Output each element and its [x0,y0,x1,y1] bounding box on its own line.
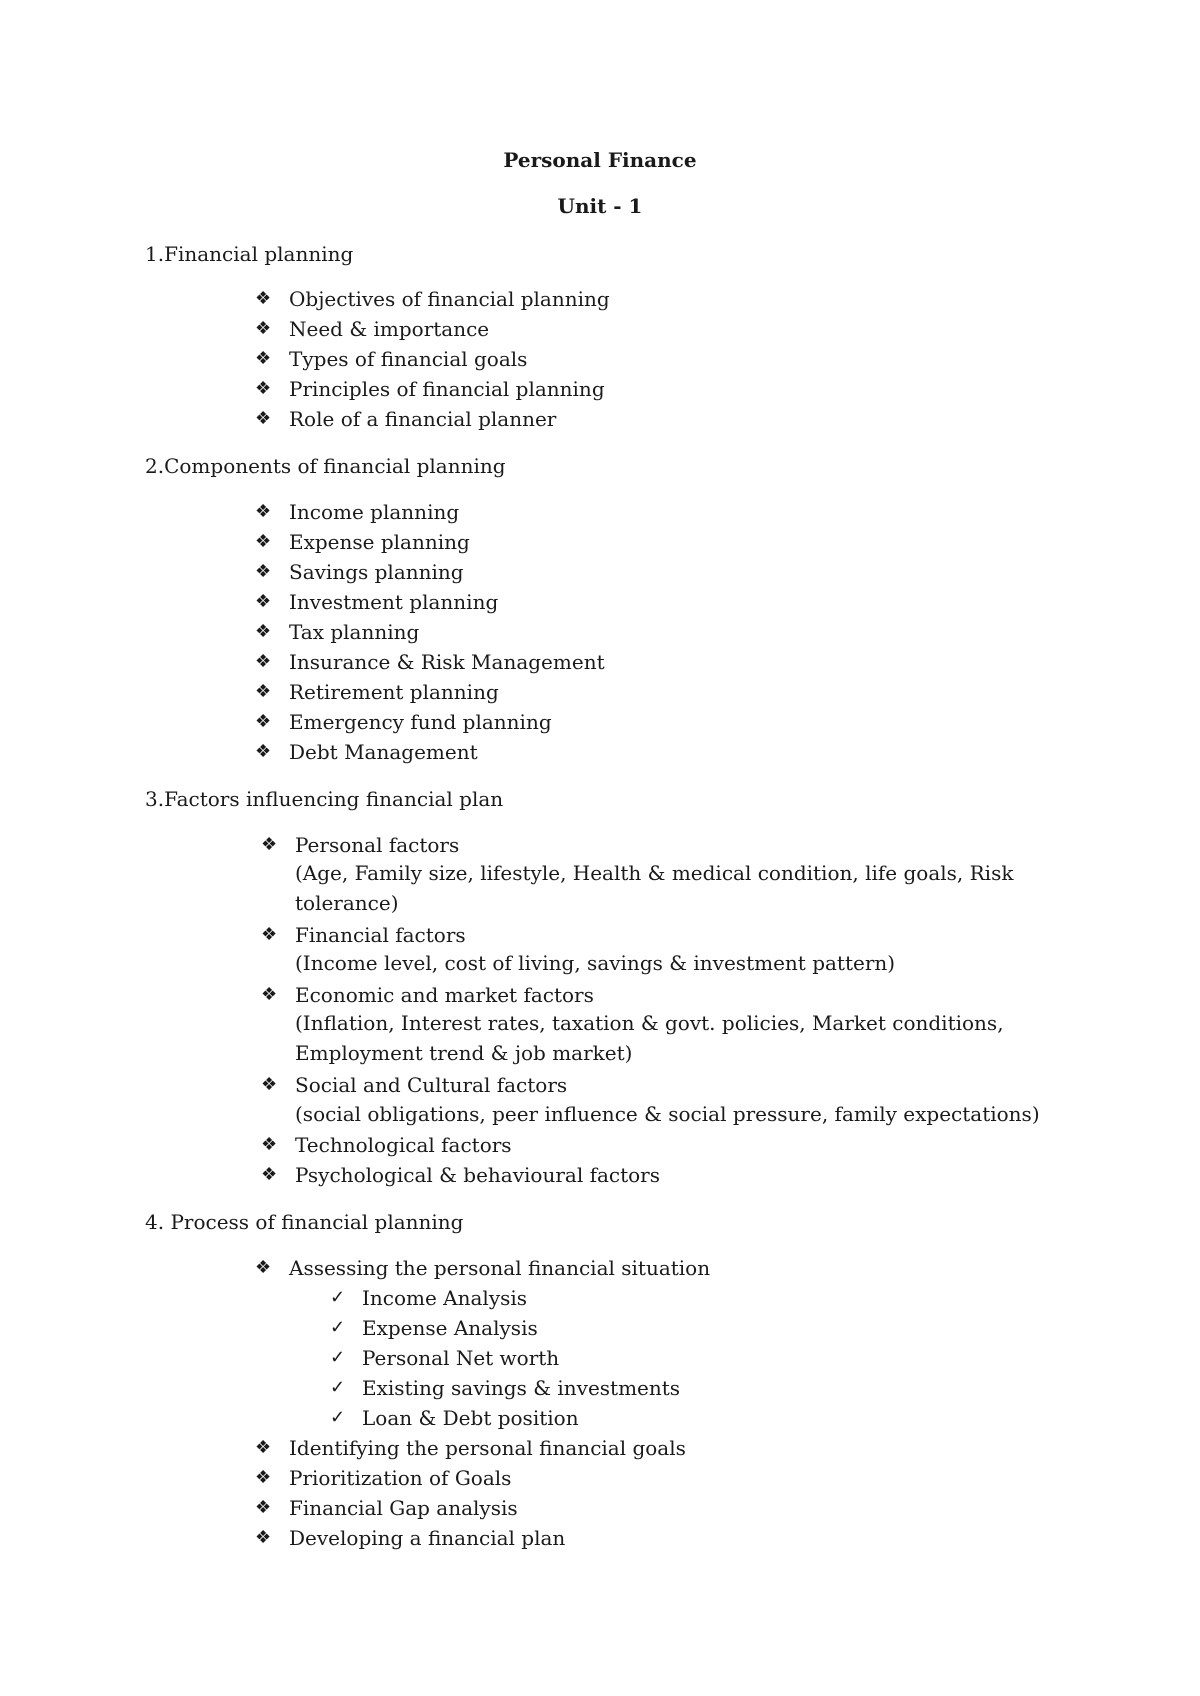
list-item-note: (Age, Family size, lifestyle, Health & medical condition, life goals, Risk tolerance) [295,861,1014,915]
bullet-icon: ❖ [261,834,278,855]
section-heading: 4. Process of financial planning [145,1210,464,1234]
unit-label: Unit - 1 [557,194,643,218]
check-icon: ✓ [330,1287,346,1308]
list-item: Psychological & behavioural factors [295,1163,661,1187]
list-item: Identifying the personal financial goals [289,1436,686,1460]
bullet-icon: ❖ [255,561,272,582]
check-icon: ✓ [330,1377,346,1398]
bullet-icon: ❖ [255,711,272,732]
list-item: Financial factors [295,923,466,947]
bullet-icon: ❖ [255,1257,272,1278]
list-item-note: (Income level, cost of living, savings & investment pattern) [295,951,896,975]
bullet-icon: ❖ [261,1164,278,1185]
bullet-icon: ❖ [255,1437,272,1458]
sub-list-item: Loan & Debt position [362,1406,579,1430]
bullet-icon: ❖ [255,501,272,522]
list-item: Savings planning [289,560,464,584]
check-icon: ✓ [330,1347,346,1368]
bullet-icon: ❖ [255,1497,272,1518]
section-heading: 3.Factors influencing financial plan [145,787,504,811]
list-item-note: (Inflation, Interest rates, taxation & govt. policies, Market conditions, Employment trend & job market) [295,1011,1004,1065]
bullet-icon: ❖ [255,378,272,399]
section-heading: 1.Financial planning [145,242,354,266]
list-item: Economic and market factors [295,983,594,1007]
bullet-icon: ❖ [255,531,272,552]
section-heading: 2.Components of financial planning [145,454,506,478]
bullet-icon: ❖ [255,348,272,369]
list-item: Prioritization of Goals [289,1466,512,1490]
check-icon: ✓ [330,1317,346,1338]
list-item: Types of financial goals [289,347,528,371]
bullet-icon: ❖ [255,408,272,429]
bullet-icon: ❖ [255,318,272,339]
list-item: Emergency fund planning [289,710,552,734]
bullet-icon: ❖ [255,1527,272,1548]
list-item: Social and Cultural factors [295,1073,568,1097]
sub-list-item: Personal Net worth [362,1346,560,1370]
list-item: Technological factors [295,1133,512,1157]
list-item: Retirement planning [289,680,499,704]
list-item-note: (social obligations, peer influence & social pressure, family expectations) [295,1102,1040,1126]
check-icon: ✓ [330,1407,346,1428]
sub-list-item: Existing savings & investments [362,1376,681,1400]
list-item: Objectives of financial planning [289,287,610,311]
document-title: Personal Finance [503,148,697,172]
list-item: Debt Management [289,740,478,764]
list-item: Need & importance [289,317,490,341]
list-item: Principles of financial planning [289,377,605,401]
list-item: Insurance & Risk Management [289,650,605,674]
sub-list-item: Income Analysis [362,1286,528,1310]
list-item: Role of a financial planner [289,407,557,431]
bullet-icon: ❖ [255,591,272,612]
bullet-icon: ❖ [255,741,272,762]
bullet-icon: ❖ [261,1074,278,1095]
list-item: Personal factors [295,833,460,857]
list-item: Tax planning [289,620,420,644]
bullet-icon: ❖ [261,1134,278,1155]
list-item: Investment planning [289,590,499,614]
bullet-icon: ❖ [255,1467,272,1488]
list-item: Developing a financial plan [289,1526,566,1550]
sub-list-item: Expense Analysis [362,1316,538,1340]
bullet-icon: ❖ [255,288,272,309]
bullet-icon: ❖ [261,984,278,1005]
list-item: Assessing the personal financial situation [289,1256,711,1280]
list-item: Financial Gap analysis [289,1496,518,1520]
bullet-icon: ❖ [255,651,272,672]
list-item: Income planning [289,500,460,524]
bullet-icon: ❖ [261,924,278,945]
list-item: Expense planning [289,530,470,554]
bullet-icon: ❖ [255,681,272,702]
bullet-icon: ❖ [255,621,272,642]
